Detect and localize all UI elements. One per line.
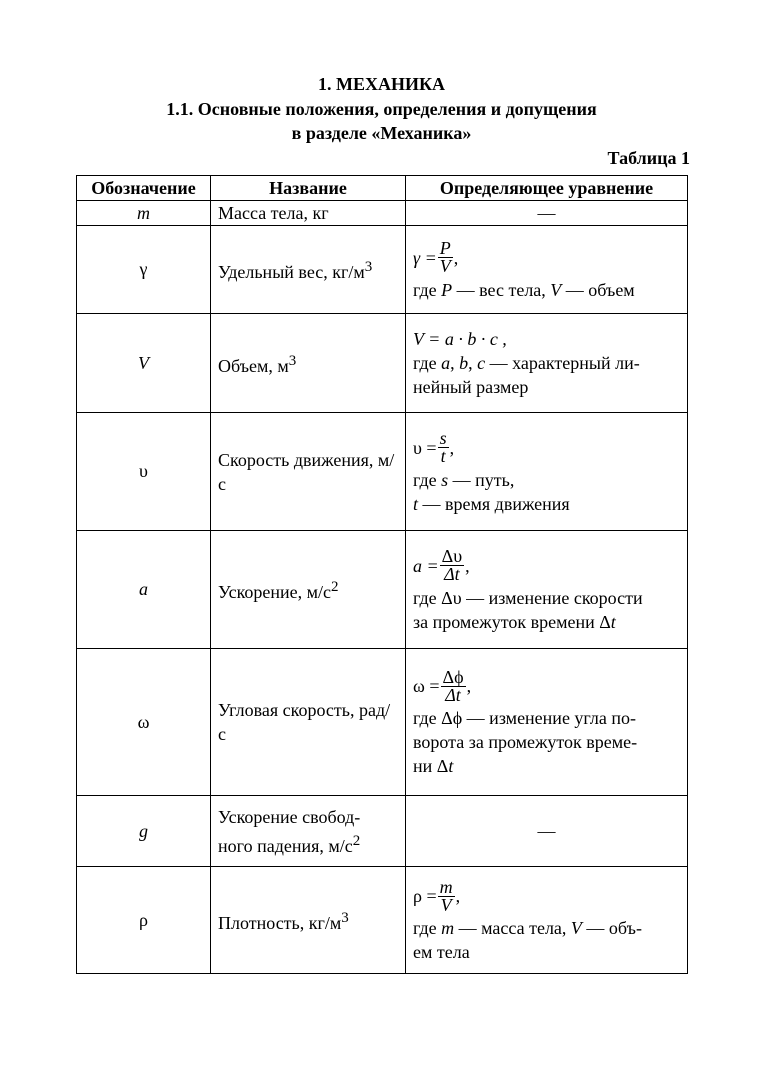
section-title: 1.1. Основные положения, определения и допущения <box>166 99 597 119</box>
fraction: $\frac{\Delta\upsilon}{\Delta t}$ <box>441 546 463 584</box>
table-row <box>77 531 688 649</box>
row-equation: a = $\frac{\Delta\upsilon}{\Delta t}$ , где Δυ — изменение скорости за промежуток времени Δt <box>406 531 688 649</box>
row-equation <box>406 314 688 413</box>
equation-description: где P — вес тела, V — объем <box>413 279 635 300</box>
row-equation: ω = $\frac{\Delta\phi}{\Delta t}$ , где Δϕ — изменение угла по- ворота за промежуток време- ни Δt <box>406 649 688 796</box>
row-name: Плотность, $кг/м^3$ <box>211 867 406 974</box>
fraction: $\frac{\Delta\phi}{\Delta t}$ <box>442 666 464 705</box>
fraction: $\frac{P}{V}$ <box>439 238 451 276</box>
table-row <box>77 201 688 226</box>
equation-description: t — время движения <box>413 493 570 514</box>
row-name: Ускорение, $м/с^2$ <box>211 531 406 649</box>
equation-description: ворота за промежуток време- <box>413 732 638 752</box>
equation-description: где s — путь, <box>413 469 515 490</box>
fraction: $\frac{m}{V}$ <box>439 876 453 915</box>
table-row <box>77 867 688 974</box>
row-equation: — <box>406 201 688 226</box>
equation-description: ем тела <box>413 942 470 962</box>
equation-description: нейный размер <box>413 377 529 397</box>
row-name: Ускорение свобод- ного падения, $м/с^2$ <box>211 796 406 867</box>
table-header-row <box>77 176 688 201</box>
row-symbol: a <box>77 531 211 649</box>
header-equation: Определяющее уравнение <box>406 176 688 201</box>
row-equation: — <box>406 796 688 867</box>
header-symbol: Обозначение <box>77 176 211 201</box>
row-equation: ρ = $\frac{m}{V}$ , где m — масса тела, V — объ- ем тела <box>406 867 688 974</box>
equation-formula: V = a · b · c , <box>413 329 507 349</box>
equation-description: за промежуток времени Δt <box>413 611 616 632</box>
table-row <box>77 649 688 796</box>
chapter-title: 1. МЕХАНИКА <box>317 74 446 94</box>
table-row <box>77 226 688 314</box>
row-equation: γ = $\frac{P}{V}$ , где P — вес тела, V — объем <box>406 226 688 314</box>
row-symbol: υ <box>77 413 211 531</box>
row-symbol: ω <box>77 649 211 796</box>
table-row <box>77 314 688 413</box>
row-symbol: g <box>77 796 211 867</box>
row-name: Объем, $м^3$ <box>211 314 406 413</box>
row-name: Скорость движения, м/с <box>211 413 406 531</box>
header-name: Название <box>211 176 406 201</box>
row-symbol: ρ <box>77 867 211 974</box>
fraction: $\frac{s}{t}$ <box>439 428 447 466</box>
definitions-table <box>76 175 688 974</box>
row-symbol: V <box>77 314 211 413</box>
row-name: Удельный вес, $кг/м^3$ <box>211 226 406 314</box>
equation-description: где a, b, c — характерный ли- <box>413 353 640 373</box>
equation-description: где Δυ — изменение скорости <box>413 587 643 608</box>
row-symbol: γ <box>77 226 211 314</box>
row-name: Угловая скорость, рад/с <box>211 649 406 796</box>
equation-description: где Δϕ — изменение угла по- <box>413 708 636 728</box>
table-row <box>77 796 688 867</box>
table-label: Таблица 1 <box>607 148 690 168</box>
row-symbol: m <box>77 201 211 226</box>
table-row <box>77 413 688 531</box>
section-title-cont: в разделе «Механика» <box>291 123 472 143</box>
equation-description: где m — масса тела, V — объ- <box>413 918 642 938</box>
row-equation: υ = $\frac{s}{t}$ , где s — путь, t — время движения <box>406 413 688 531</box>
row-name: Масса тела, кг <box>211 201 406 226</box>
equation-description: ни Δt <box>413 756 454 776</box>
